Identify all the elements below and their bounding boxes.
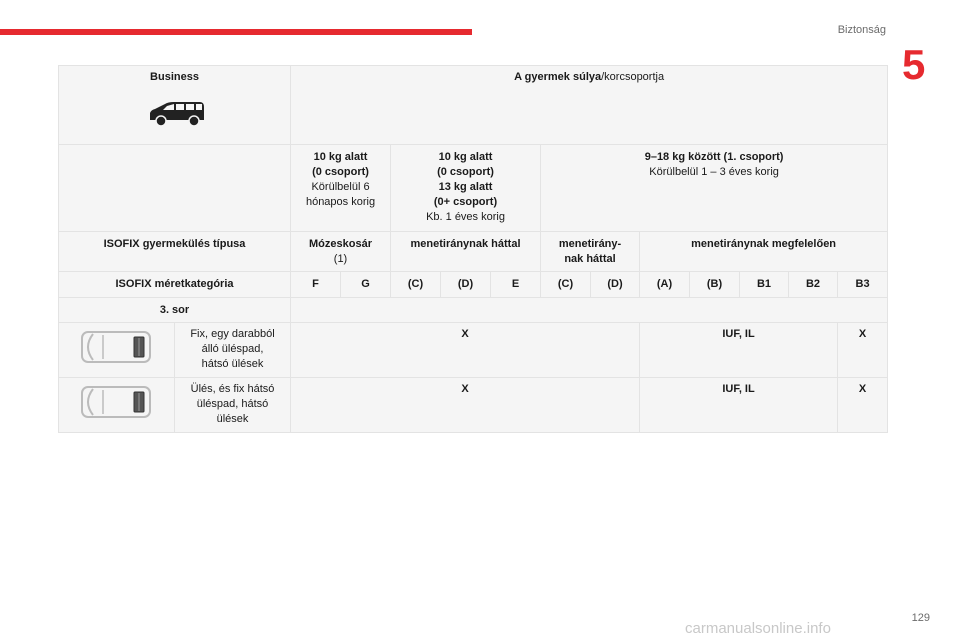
car-top-view-icon	[81, 331, 153, 363]
weight-header-bold: A gyermek súlya	[514, 71, 602, 83]
seat-line: Fix, egy darabból	[190, 328, 275, 340]
size-cell: (B)	[690, 272, 740, 298]
type-forward-facing: menetiránynak megfelelően	[640, 232, 888, 272]
seat-value: X	[291, 378, 640, 433]
chapter-number: 5	[902, 41, 926, 88]
seat-description	[175, 378, 291, 433]
size-cell: (A)	[640, 272, 690, 298]
weight-header-cell	[291, 66, 888, 145]
seat-line: álló üléspad,	[201, 343, 264, 355]
size-cell: G	[341, 272, 391, 298]
type-carrycot-cell	[291, 232, 391, 272]
row3-label: 3. sor	[59, 298, 291, 323]
type-label: ISOFIX gyermekülés típusa	[59, 232, 291, 272]
size-cell: (C)	[391, 272, 441, 298]
section-title: Biztonság	[837, 24, 886, 36]
weight-line: 10 kg alatt	[438, 151, 493, 163]
seat-line: üléspad, hátsó	[196, 398, 269, 410]
car-icon	[147, 101, 205, 127]
empty-cell	[59, 145, 291, 232]
car-top-view-icon	[81, 386, 153, 418]
weight-header-rest: /korcsoportja	[601, 71, 665, 83]
weight-group-0	[291, 145, 391, 232]
seat-diagram-cell	[59, 323, 175, 378]
size-cell: B3	[838, 272, 888, 298]
size-cell: (C)	[541, 272, 591, 298]
weight-line: 13 kg alatt	[438, 181, 493, 193]
weight-line: (0 csoport)	[312, 166, 369, 178]
seat-description	[175, 323, 291, 378]
size-cell: F	[291, 272, 341, 298]
weight-group-1	[391, 145, 541, 232]
seat-value: X	[838, 378, 888, 433]
type-carrycot-note: (1)	[333, 253, 348, 265]
seat-line: Ülés, és fix hátsó	[190, 383, 275, 395]
weight-line: Körülbelül 6	[311, 181, 370, 193]
size-cell: (D)	[441, 272, 491, 298]
type-rear-line: nak háttal	[564, 253, 616, 265]
isofix-table	[58, 65, 888, 433]
seat-diagram-cell	[59, 378, 175, 433]
seat-value: X	[838, 323, 888, 378]
size-cell: E	[491, 272, 541, 298]
weight-line: (0 csoport)	[437, 166, 494, 178]
watermark-text: carmanualsonline.info	[685, 620, 831, 637]
seat-value: X	[291, 323, 640, 378]
weight-line: (0+ csoport)	[433, 196, 498, 208]
model-label: Business	[150, 71, 199, 83]
type-carrycot: Mózeskosár	[309, 238, 372, 250]
seat-line: ülések	[216, 413, 249, 425]
size-label: ISOFIX méretkategória	[59, 272, 291, 298]
seat-value: IUF, IL	[640, 378, 838, 433]
type-rear-facing-1: menetiránynak háttal	[391, 232, 541, 272]
weight-group-2	[541, 145, 888, 232]
weight-line: Kb. 1 éves korig	[426, 211, 505, 223]
model-header-cell	[59, 66, 291, 145]
type-rear-facing-2	[541, 232, 640, 272]
size-cell: B1	[740, 272, 789, 298]
weight-line: 9–18 kg között (1. csoport)	[644, 151, 784, 163]
size-cell: (D)	[591, 272, 640, 298]
page-number: 129	[911, 612, 930, 624]
weight-line: Körülbelül 1 – 3 éves korig	[649, 166, 779, 178]
top-accent-bar	[0, 29, 472, 35]
seat-value: IUF, IL	[640, 323, 838, 378]
seat-line: hátsó ülések	[201, 358, 264, 370]
type-rear-line: menetirány-	[558, 238, 622, 250]
weight-line: hónapos korig	[305, 196, 376, 208]
empty-cell	[291, 298, 888, 323]
size-cell: B2	[789, 272, 838, 298]
weight-line: 10 kg alatt	[313, 151, 368, 163]
